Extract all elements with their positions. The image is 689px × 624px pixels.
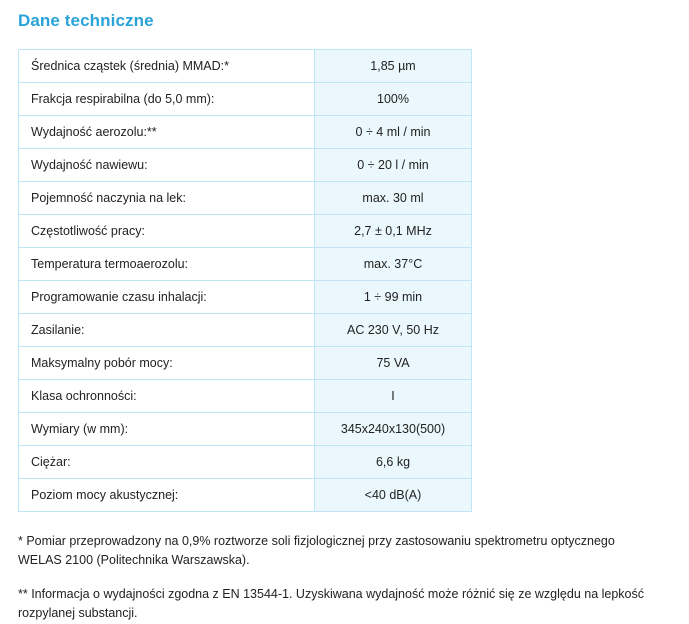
- table-row: [19, 281, 472, 314]
- row-value: 1,85 µm: [315, 50, 472, 83]
- row-label: Częstotliwość pracy:: [19, 215, 315, 248]
- row-value: 100%: [315, 83, 472, 116]
- table-body: [19, 50, 472, 512]
- table-row: [19, 446, 472, 479]
- row-label: Temperatura termoaerozolu:: [19, 248, 315, 281]
- page-title: Dane techniczne: [18, 11, 154, 30]
- table-row: [19, 182, 472, 215]
- table-row: [19, 116, 472, 149]
- row-label: Zasilanie:: [19, 314, 315, 347]
- row-value: max. 30 ml: [315, 182, 472, 215]
- row-value: 6,6 kg: [315, 446, 472, 479]
- footnote-double-asterisk: ** Informacja o wydajności zgodna z EN 13544-1. Uzyskiwana wydajność może różnić się ze względu na lepkość rozpylanej substancji.: [18, 586, 645, 621]
- table-row: [19, 479, 472, 512]
- row-value: I: [315, 380, 472, 413]
- row-label: Frakcja respirabilna (do 5,0 mm):: [19, 83, 315, 116]
- table-row: [19, 248, 472, 281]
- row-label: Wydajność nawiewu:: [19, 149, 315, 182]
- footnotes: [18, 532, 658, 624]
- row-label: Wymiary (w mm):: [19, 413, 315, 446]
- row-value: max. 37°C: [315, 248, 472, 281]
- row-label: Programowanie czasu inhalacji:: [19, 281, 315, 314]
- row-label: Poziom mocy akustycznej:: [19, 479, 315, 512]
- table-row: [19, 149, 472, 182]
- row-value: <40 dB(A): [315, 479, 472, 512]
- row-label: Wydajność aerozolu:**: [19, 116, 315, 149]
- row-value: 0 ÷ 20 l / min: [315, 149, 472, 182]
- row-value: 0 ÷ 4 ml / min: [315, 116, 472, 149]
- spec-sheet-page: [0, 11, 689, 621]
- row-value: 2,7 ± 0,1 MHz: [315, 215, 472, 248]
- row-value: 345x240x130(500): [315, 413, 472, 446]
- table-row: [19, 380, 472, 413]
- technical-data-table: [18, 49, 472, 512]
- row-value: AC 230 V, 50 Hz: [315, 314, 472, 347]
- table-row: [19, 413, 472, 446]
- row-label: Średnica cząstek (średnia) MMAD:*: [19, 50, 315, 83]
- row-label: Ciężar:: [19, 446, 315, 479]
- row-label: Pojemność naczynia na lek:: [19, 182, 315, 215]
- table-row: [19, 314, 472, 347]
- row-label: Klasa ochronności:: [19, 380, 315, 413]
- table-row: [19, 215, 472, 248]
- row-value: 1 ÷ 99 min: [315, 281, 472, 314]
- row-value: 75 VA: [315, 347, 472, 380]
- table-row: [19, 50, 472, 83]
- table-row: [19, 83, 472, 116]
- table-row: [19, 347, 472, 380]
- footnote-single-asterisk: * Pomiar przeprowadzony na 0,9% roztworze soli fizjologicznej przy zastosowaniu spektrometru optycznego WELAS 2100 (Politechnika Warszawska).: [18, 534, 615, 568]
- row-label: Maksymalny pobór mocy:: [19, 347, 315, 380]
